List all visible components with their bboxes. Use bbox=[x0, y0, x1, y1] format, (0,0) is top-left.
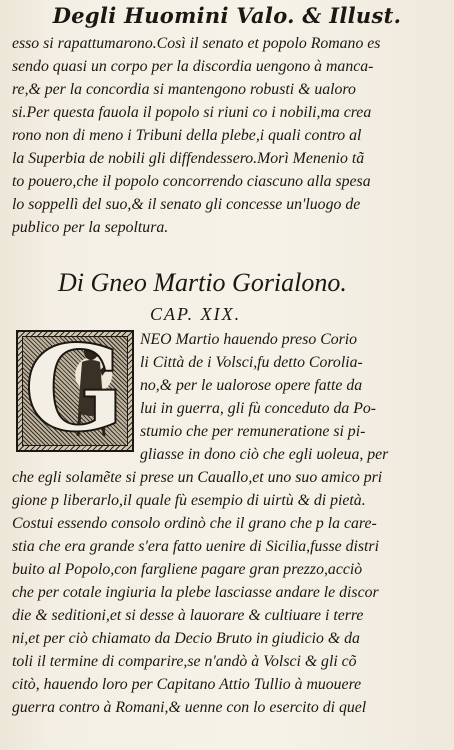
section-title: Di Gneo Martio Gorialono. bbox=[58, 268, 347, 297]
drop-cap-letter: G bbox=[24, 319, 125, 458]
text-line: lui in guerra, gli fù conceduto da Po- bbox=[140, 400, 377, 417]
text-line: si.Per questa fauola il popolo si riuni co i nobili,ma crea bbox=[12, 104, 372, 121]
chapter-label: CAP. XIX. bbox=[150, 304, 242, 324]
text-line: buito al Popolo,con fargliene pagare gran prezzo,acciò bbox=[12, 561, 363, 578]
text-line: Costui essendo consolo ordinò che il grano che p la care- bbox=[12, 515, 377, 532]
text-line: che egli solamẽte si prese un Cauallo,et uno suo amico pri bbox=[12, 469, 383, 486]
decorated-initial bbox=[16, 319, 134, 458]
text-line: che per cotale ingiuria la plebe lasciasse andare le discor bbox=[12, 584, 379, 601]
text-line: to pouero,che il popolo concorrendo ciascuno alla spesa bbox=[12, 173, 371, 190]
text-line: NEO Martio hauendo preso Corio bbox=[140, 331, 358, 348]
text-line: gliasse in dono ciò che egli uoleua, per bbox=[140, 446, 389, 463]
text-line: sendo quasi un corpo per la discordia uengono à manca- bbox=[12, 58, 374, 75]
text-line: rono non di meno i Tribuni della plebe,i quali contro al bbox=[12, 127, 362, 144]
text-line: toli il termine di comparire,se n'andò à Volsci & gli cõ bbox=[12, 653, 357, 670]
text-line: li Città de i Volsci,fu detto Corolia- bbox=[140, 354, 363, 371]
text-line: ni,et per ciò chiamato da Decio Bruto in giudicio & da bbox=[12, 630, 360, 647]
text-line: lo soppellì del suo,& il senato gli concesse un'luogo de bbox=[12, 196, 361, 213]
running-head: Degli Huomini Valo. & Illust. bbox=[52, 3, 402, 28]
text-line: esso si rapattumarono.Così il senato et popolo Romano es bbox=[12, 35, 381, 52]
text-line: citò, hauendo loro per Capitano Attio Tullio à muouere bbox=[12, 676, 362, 693]
text-line: la Superbia de nobili gli diffendessero.Morì Menenio tã bbox=[12, 150, 365, 167]
text-line: publico per la sepoltura. bbox=[12, 219, 169, 236]
text-line: no,& per le ualorose opere fatte da bbox=[140, 377, 363, 394]
text-line: stumio che per remuneratione si pi- bbox=[140, 423, 366, 440]
text-line: die & seditioni,et si desse à lauorare & cultiuare i terre bbox=[12, 607, 364, 624]
text-line: guerra contro à Romani,& uenne con lo esercito di quel bbox=[12, 699, 367, 716]
text-line: gione p liberarlo,il quale fù esempio di uirtù & di pietà. bbox=[12, 492, 366, 509]
text-line: stia che era grande s'era fatto uenire di Sicilia,fusse distri bbox=[12, 538, 379, 555]
text-line: re,& per la concordia si mantengono robusti & ualoro bbox=[12, 81, 356, 98]
